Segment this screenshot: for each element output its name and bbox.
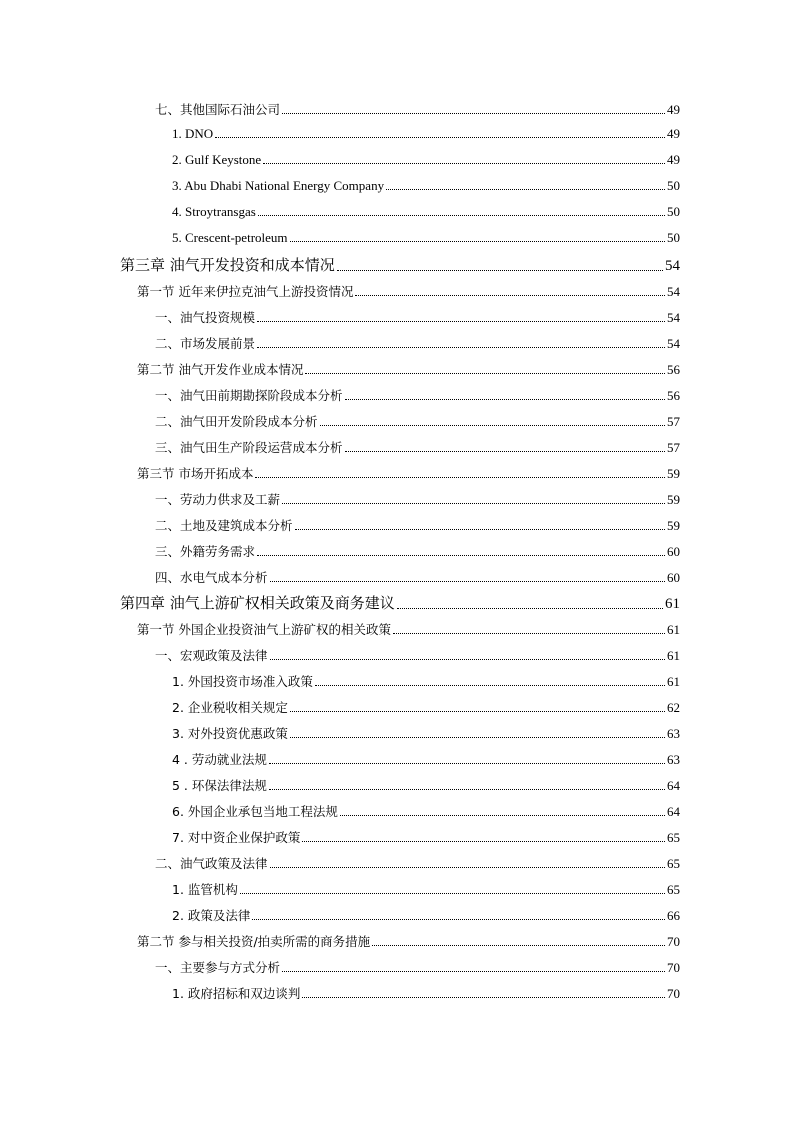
dot-leader <box>263 163 665 164</box>
dot-leader <box>257 321 665 322</box>
dot-leader <box>270 581 665 582</box>
dot-leader <box>257 555 665 556</box>
dot-leader <box>355 295 665 296</box>
toc-entry-page-number: 50 <box>667 230 680 245</box>
toc-entry[interactable] <box>155 308 680 326</box>
toc-entry[interactable] <box>155 646 680 664</box>
toc-entry-page-number: 56 <box>667 388 680 403</box>
dot-leader <box>386 189 665 190</box>
toc-entry-title: 4 . 劳动就业法规 <box>172 752 267 767</box>
toc-entry[interactable] <box>172 984 680 1002</box>
toc-entry-page-number: 61 <box>667 622 680 637</box>
toc-entry[interactable] <box>155 334 680 352</box>
toc-entry-page-number: 50 <box>667 178 680 193</box>
toc-entry-title: 第二节 参与相关投资/拍卖所需的商务措施 <box>137 934 371 949</box>
toc-entry-page-number: 70 <box>667 986 680 1001</box>
dot-leader <box>255 477 665 478</box>
toc-entry-title: 第一节 外国企业投资油气上游矿权的相关政策 <box>137 622 391 637</box>
toc-entry[interactable] <box>155 412 680 430</box>
dot-leader <box>240 893 665 894</box>
toc-entry-page-number: 49 <box>667 126 680 141</box>
dot-leader <box>269 789 665 790</box>
dot-leader <box>270 659 665 660</box>
toc-entry-page-number: 66 <box>667 908 680 923</box>
dot-leader <box>345 451 665 452</box>
toc-entry-title: 2. 政策及法律 <box>172 908 251 923</box>
toc-entry[interactable] <box>155 438 680 456</box>
toc-entry-title: 6. 外国企业承包当地工程法规 <box>172 804 338 819</box>
toc-entry-title: 7. 对中资企业保护政策 <box>172 830 301 845</box>
toc-entry[interactable] <box>172 698 680 716</box>
toc-entry-page-number: 61 <box>667 648 680 663</box>
dot-leader <box>270 867 665 868</box>
toc-entry-page-number: 50 <box>667 204 680 219</box>
toc-entry-title: 三、油气田生产阶段运营成本分析 <box>155 440 343 455</box>
toc-entry[interactable] <box>172 906 680 924</box>
dot-leader <box>305 373 665 374</box>
toc-entry[interactable] <box>155 516 680 534</box>
toc-entry-page-number: 61 <box>665 596 680 612</box>
toc-entry-page-number: 70 <box>667 960 680 975</box>
toc-entry-title: 1. 监管机构 <box>172 882 238 897</box>
toc-entry[interactable] <box>120 592 680 613</box>
dot-leader <box>257 347 665 348</box>
dot-leader <box>302 841 665 842</box>
toc-entry-title: 第二节 油气开发作业成本情况 <box>137 362 304 377</box>
toc-entry-page-number: 56 <box>667 362 680 377</box>
dot-leader <box>320 425 665 426</box>
toc-entry-title: 一、主要参与方式分析 <box>155 960 281 975</box>
toc-entry[interactable] <box>137 360 680 378</box>
toc-entry-title: 3. Abu Dhabi National Energy Company <box>172 178 385 193</box>
toc-entry-title: 1. DNO <box>172 126 214 141</box>
toc-entry-page-number: 63 <box>667 752 680 767</box>
toc-entry-page-number: 57 <box>667 414 680 429</box>
toc-entry-title: 一、油气田前期勘探阶段成本分析 <box>155 388 343 403</box>
toc-entry-page-number: 61 <box>667 674 680 689</box>
toc-entry-title: 四、水电气成本分析 <box>155 570 268 585</box>
toc-entry-page-number: 63 <box>667 726 680 741</box>
toc-entry-page-number: 49 <box>667 152 680 167</box>
dot-leader <box>290 241 665 242</box>
toc-entry-title: 5. Crescent-petroleum <box>172 230 288 245</box>
toc-entry-page-number: 70 <box>667 934 680 949</box>
toc-entry-page-number: 59 <box>667 518 680 533</box>
dot-leader <box>340 815 665 816</box>
toc-entry-page-number: 60 <box>667 544 680 559</box>
toc-entry-title: 3. 对外投资优惠政策 <box>172 726 288 741</box>
dot-leader <box>372 945 665 946</box>
toc-entry[interactable] <box>137 620 680 638</box>
toc-entry-page-number: 49 <box>667 102 680 117</box>
toc-entry[interactable] <box>137 464 680 482</box>
dot-leader <box>337 270 663 271</box>
toc-entry[interactable] <box>172 230 680 246</box>
dot-leader <box>290 711 665 712</box>
toc-entry[interactable] <box>137 932 680 950</box>
toc-entry-title: 第四章 油气上游矿权相关政策及商务建议 <box>120 594 395 612</box>
toc-entry-title: 5 . 环保法律法规 <box>172 778 267 793</box>
dot-leader <box>282 113 665 114</box>
toc-entry[interactable] <box>172 828 680 846</box>
toc-entry[interactable] <box>172 776 680 794</box>
toc-entry-title: 第三节 市场开拓成本 <box>137 466 254 481</box>
toc-entry[interactable] <box>172 724 680 742</box>
toc-entry[interactable] <box>137 282 680 300</box>
dot-leader <box>315 685 665 686</box>
dot-leader <box>290 737 665 738</box>
toc-entry[interactable] <box>172 672 680 690</box>
dot-leader <box>269 763 665 764</box>
toc-entry-title: 2. Gulf Keystone <box>172 152 262 167</box>
toc-entry-title: 三、外籍劳务需求 <box>155 544 256 559</box>
toc-entry-page-number: 54 <box>665 258 680 274</box>
dot-leader <box>282 503 665 504</box>
toc-entry-title: 2. 企业税收相关规定 <box>172 700 288 715</box>
toc-entry-title: 4. Stroytransgas <box>172 204 256 219</box>
dot-leader <box>215 137 665 138</box>
toc-entry-title: 二、土地及建筑成本分析 <box>155 518 293 533</box>
toc-entry[interactable] <box>172 178 680 194</box>
toc-entry-page-number: 64 <box>667 804 680 819</box>
toc-entry-page-number: 54 <box>667 336 680 351</box>
dot-leader <box>397 608 663 609</box>
toc-entry-title: 第三章 油气开发投资和成本情况 <box>120 256 335 274</box>
toc-entry[interactable] <box>155 958 680 976</box>
toc-entry[interactable] <box>172 880 680 898</box>
toc-entry-title: 一、油气投资规模 <box>155 310 256 325</box>
toc-entry-page-number: 65 <box>667 830 680 845</box>
toc-entry-page-number: 59 <box>667 466 680 481</box>
toc-entry[interactable] <box>155 490 680 508</box>
toc-entry-page-number: 62 <box>667 700 680 715</box>
toc-entry[interactable] <box>172 152 680 168</box>
dot-leader <box>282 971 665 972</box>
dot-leader <box>258 215 665 216</box>
toc-entry-page-number: 57 <box>667 440 680 455</box>
toc-entry-page-number: 65 <box>667 856 680 871</box>
toc-entry-title: 一、劳动力供求及工薪 <box>155 492 281 507</box>
toc-entry-title: 一、宏观政策及法律 <box>155 648 268 663</box>
toc-entry[interactable] <box>155 854 680 872</box>
toc-entry[interactable] <box>120 254 680 275</box>
toc-entry[interactable] <box>155 386 680 404</box>
dot-leader <box>393 633 665 634</box>
dot-leader <box>252 919 665 920</box>
toc-entry[interactable] <box>172 750 680 768</box>
toc-entry[interactable] <box>172 204 680 220</box>
toc-entry-page-number: 65 <box>667 882 680 897</box>
dot-leader <box>295 529 665 530</box>
toc-entry-page-number: 64 <box>667 778 680 793</box>
toc-entry-title: 第一节 近年来伊拉克油气上游投资情况 <box>137 284 354 299</box>
dot-leader <box>345 399 665 400</box>
toc-entry-page-number: 54 <box>667 284 680 299</box>
toc-entry-page-number: 59 <box>667 492 680 507</box>
toc-entry-title: 七、其他国际石油公司 <box>155 102 281 117</box>
toc-entry-title: 1. 外国投资市场准入政策 <box>172 674 313 689</box>
toc-entry-page-number: 60 <box>667 570 680 585</box>
dot-leader <box>302 997 665 998</box>
toc-entry[interactable] <box>155 100 680 118</box>
toc-entry-title: 二、油气田开发阶段成本分析 <box>155 414 318 429</box>
toc-entry[interactable] <box>155 568 680 586</box>
toc-entry-page-number: 54 <box>667 310 680 325</box>
toc-entry-title: 二、油气政策及法律 <box>155 856 268 871</box>
toc-entry[interactable] <box>172 802 680 820</box>
toc-entry[interactable] <box>172 126 680 142</box>
toc-entry-title: 1. 政府招标和双边谈判 <box>172 986 301 1001</box>
toc-entry[interactable] <box>155 542 680 560</box>
toc-entry-title: 二、市场发展前景 <box>155 336 256 351</box>
